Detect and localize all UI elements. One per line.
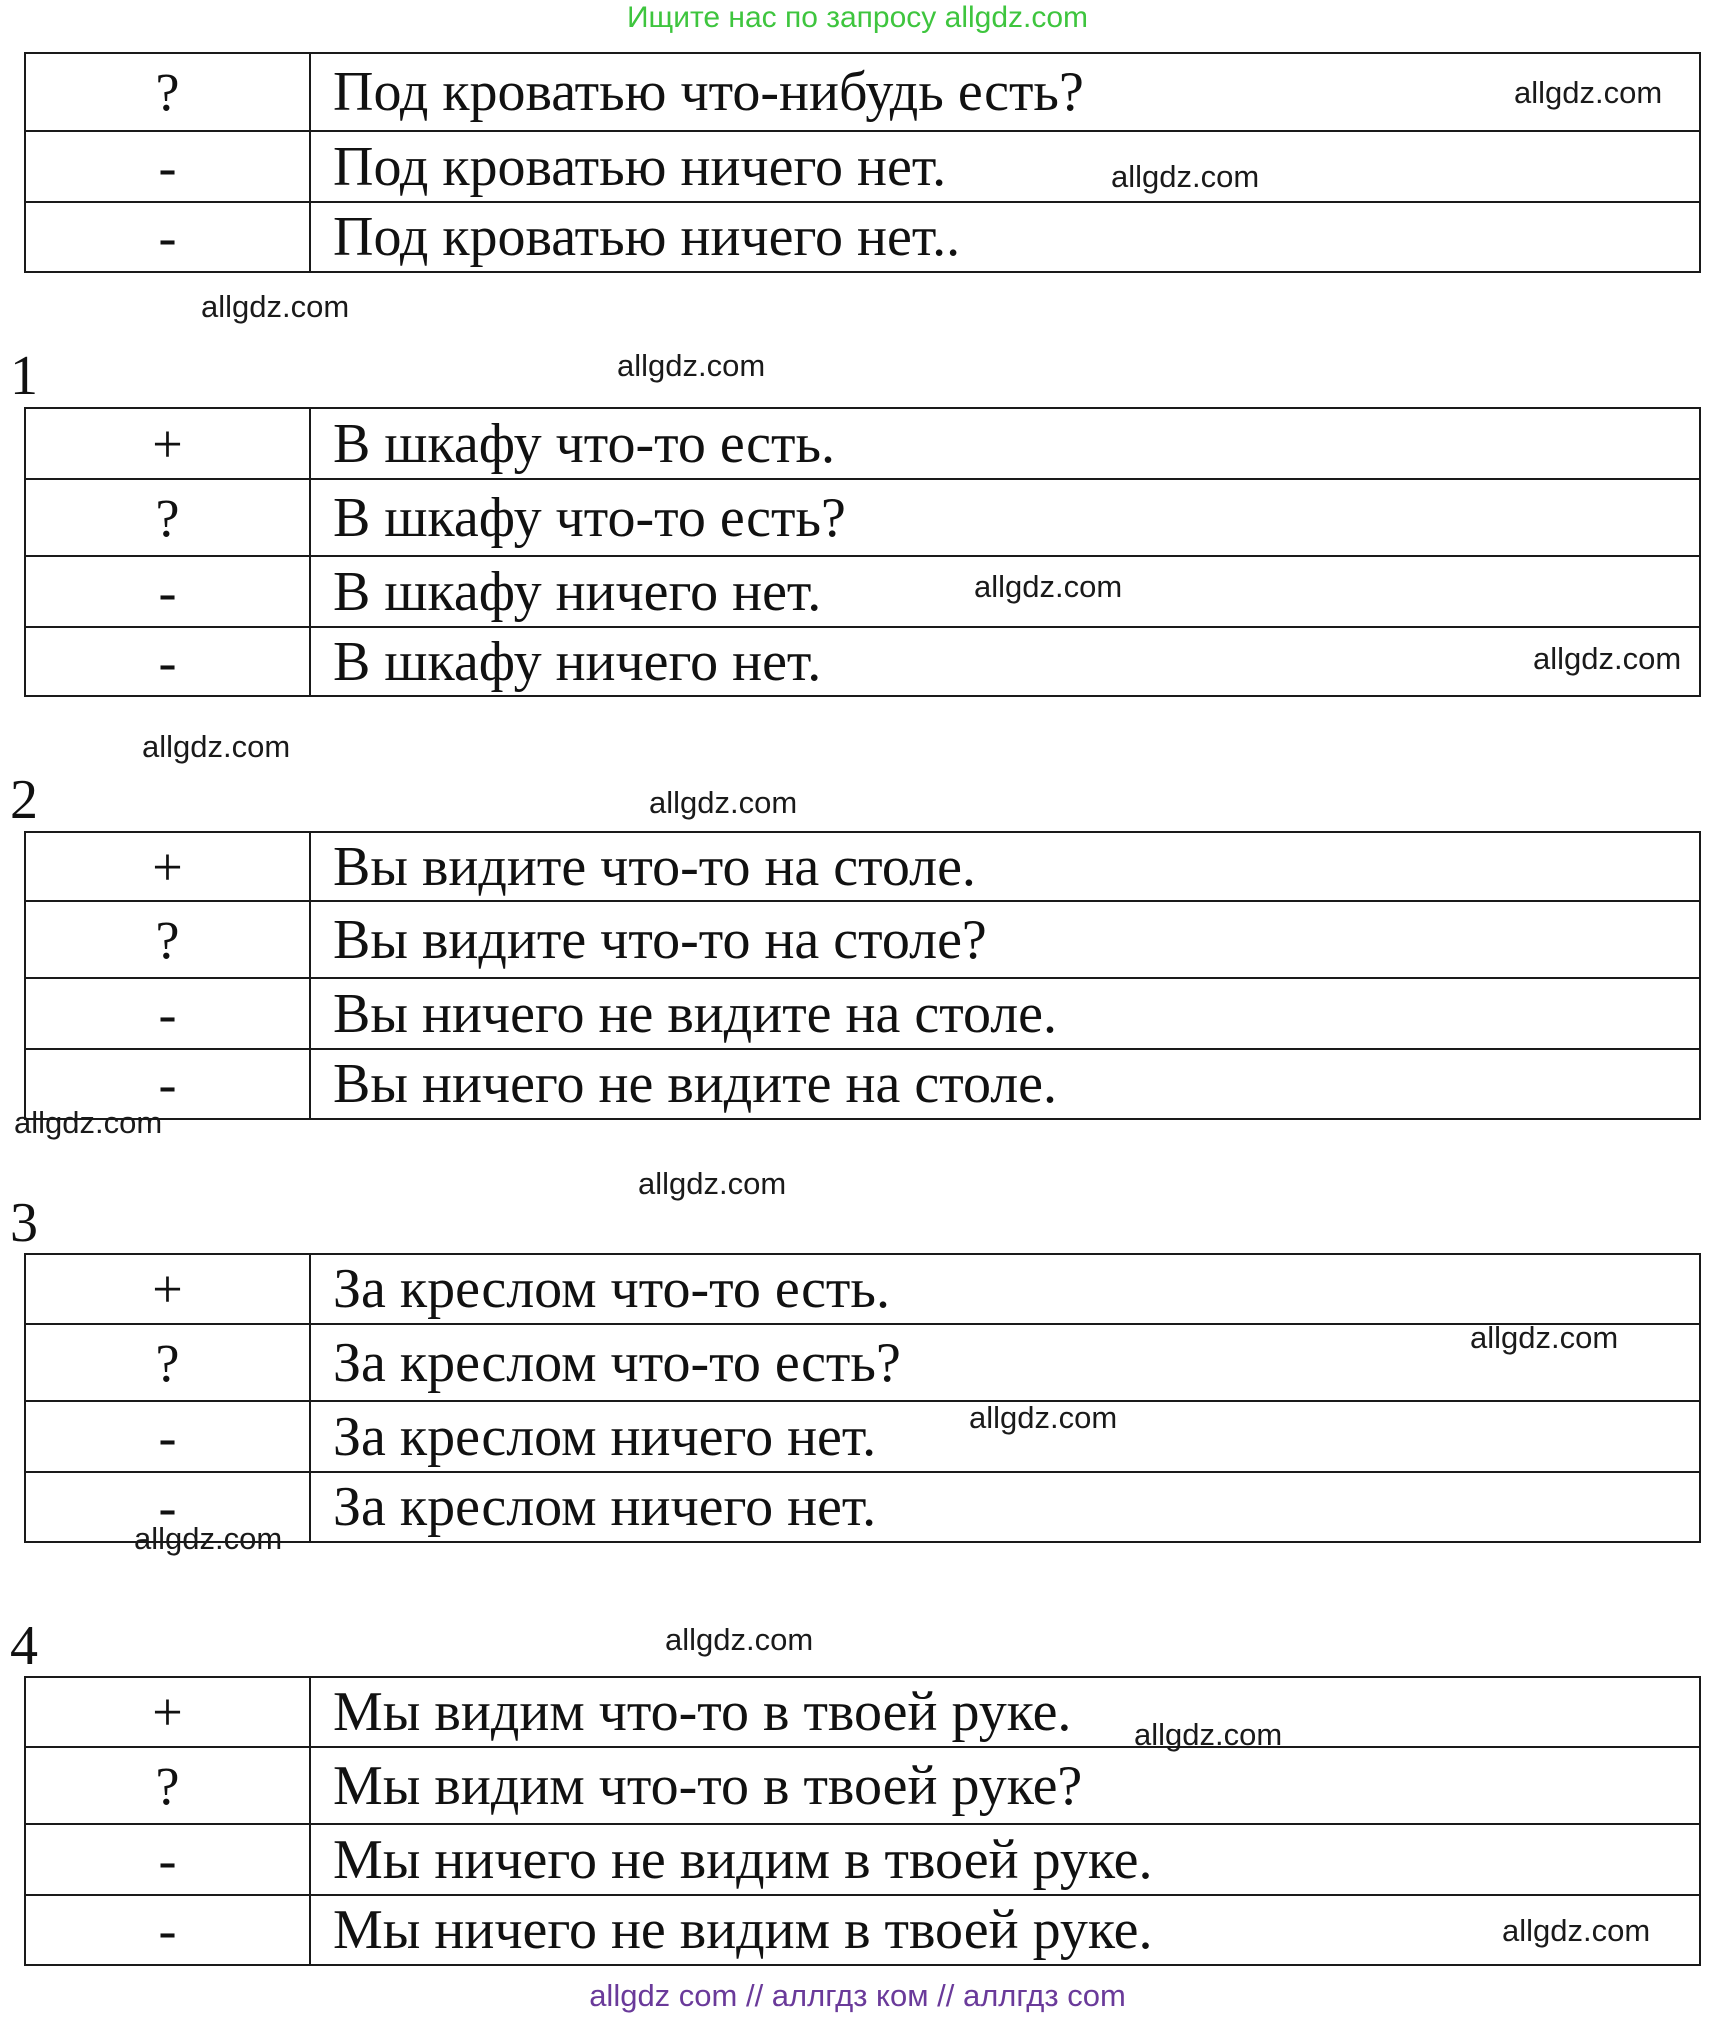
section-number-3: 3 [10,1192,38,1254]
sentence-type: + [25,832,310,901]
watermark: allgdz.com [201,289,350,324]
sentence-type: ? [25,1324,310,1401]
sentence-type: + [25,408,310,479]
sentence-text: Вы ничего не видите на столе. [310,978,1700,1049]
sentence-text: Мы видим что-то в твоей руке. [310,1677,1700,1747]
sentence-type: - [25,556,310,627]
exercise-table-2 [24,831,1701,1120]
sentence-type: + [25,1254,310,1324]
watermark: allgdz.com [974,569,1123,604]
watermark: allgdz.com [14,1105,163,1140]
watermark: allgdz.com [969,1400,1118,1435]
watermark: allgdz.com [649,785,798,820]
sentence-text: В шкафу ничего нет. [310,556,1700,627]
sentence-type: ? [25,479,310,556]
section-number-2: 2 [10,769,38,831]
sentence-type: - [25,1401,310,1472]
sentence-type: - [25,627,310,696]
sentence-type: - [25,1472,310,1542]
sentence-text: Мы ничего не видим в твоей руке. [310,1824,1700,1895]
exercise-table-3 [24,1253,1701,1543]
sentence-type: - [25,202,310,272]
sentence-text: Вы видите что-то на столе. [310,832,1700,901]
watermark: allgdz.com [1470,1320,1619,1355]
watermark: allgdz.com [134,1521,283,1556]
sentence-type: ? [25,901,310,978]
sentence-text: Вы видите что-то на столе? [310,901,1700,978]
sentence-text: Под кроватью ничего нет. [310,131,1700,202]
sentence-type: - [25,978,310,1049]
sentence-type: + [25,1677,310,1747]
section-number-4: 4 [10,1615,38,1677]
site-footer: allgdz com // аллгдз ком // аллгдз com [589,1978,1126,2013]
watermark: allgdz.com [1134,1717,1283,1752]
watermark: allgdz.com [638,1166,787,1201]
sentence-text: За креслом что-то есть. [310,1254,1700,1324]
sentence-text: Мы ничего не видим в твоей руке. [310,1895,1700,1965]
sentence-text: В шкафу что-то есть? [310,479,1700,556]
watermark: allgdz.com [1533,641,1682,676]
section-number-1: 1 [10,345,38,407]
sentence-type: - [25,131,310,202]
watermark: allgdz.com [1111,159,1260,194]
exercise-table-1 [24,407,1701,697]
watermark: allgdz.com [1514,75,1663,110]
sentence-type: - [25,1049,310,1119]
sentence-text: За креслом ничего нет. [310,1401,1700,1472]
exercise-table-4 [24,1676,1701,1966]
sentence-text: За креслом что-то есть? [310,1324,1700,1401]
sentence-text: Под кроватью ничего нет.. [310,202,1700,272]
exercise-table-0 [24,52,1701,273]
sentence-text: Вы ничего не видите на столе. [310,1049,1700,1119]
watermark: allgdz.com [1502,1913,1651,1948]
sentence-text: Под кроватью что-нибудь есть? [310,53,1700,131]
watermark: allgdz.com [617,348,766,383]
sentence-type: ? [25,53,310,131]
watermark: allgdz.com [665,1622,814,1657]
sentence-text: В шкафу что-то есть. [310,408,1700,479]
sentence-type: - [25,1895,310,1965]
sentence-text: Мы видим что-то в твоей руке? [310,1747,1700,1824]
watermark: allgdz.com [142,729,291,764]
sentence-text: В шкафу ничего нет. [310,627,1700,696]
site-banner: Ищите нас по запросу allgdz.com [626,1,1089,34]
sentence-type: - [25,1824,310,1895]
sentence-type: ? [25,1747,310,1824]
sentence-text: За креслом ничего нет. [310,1472,1700,1542]
